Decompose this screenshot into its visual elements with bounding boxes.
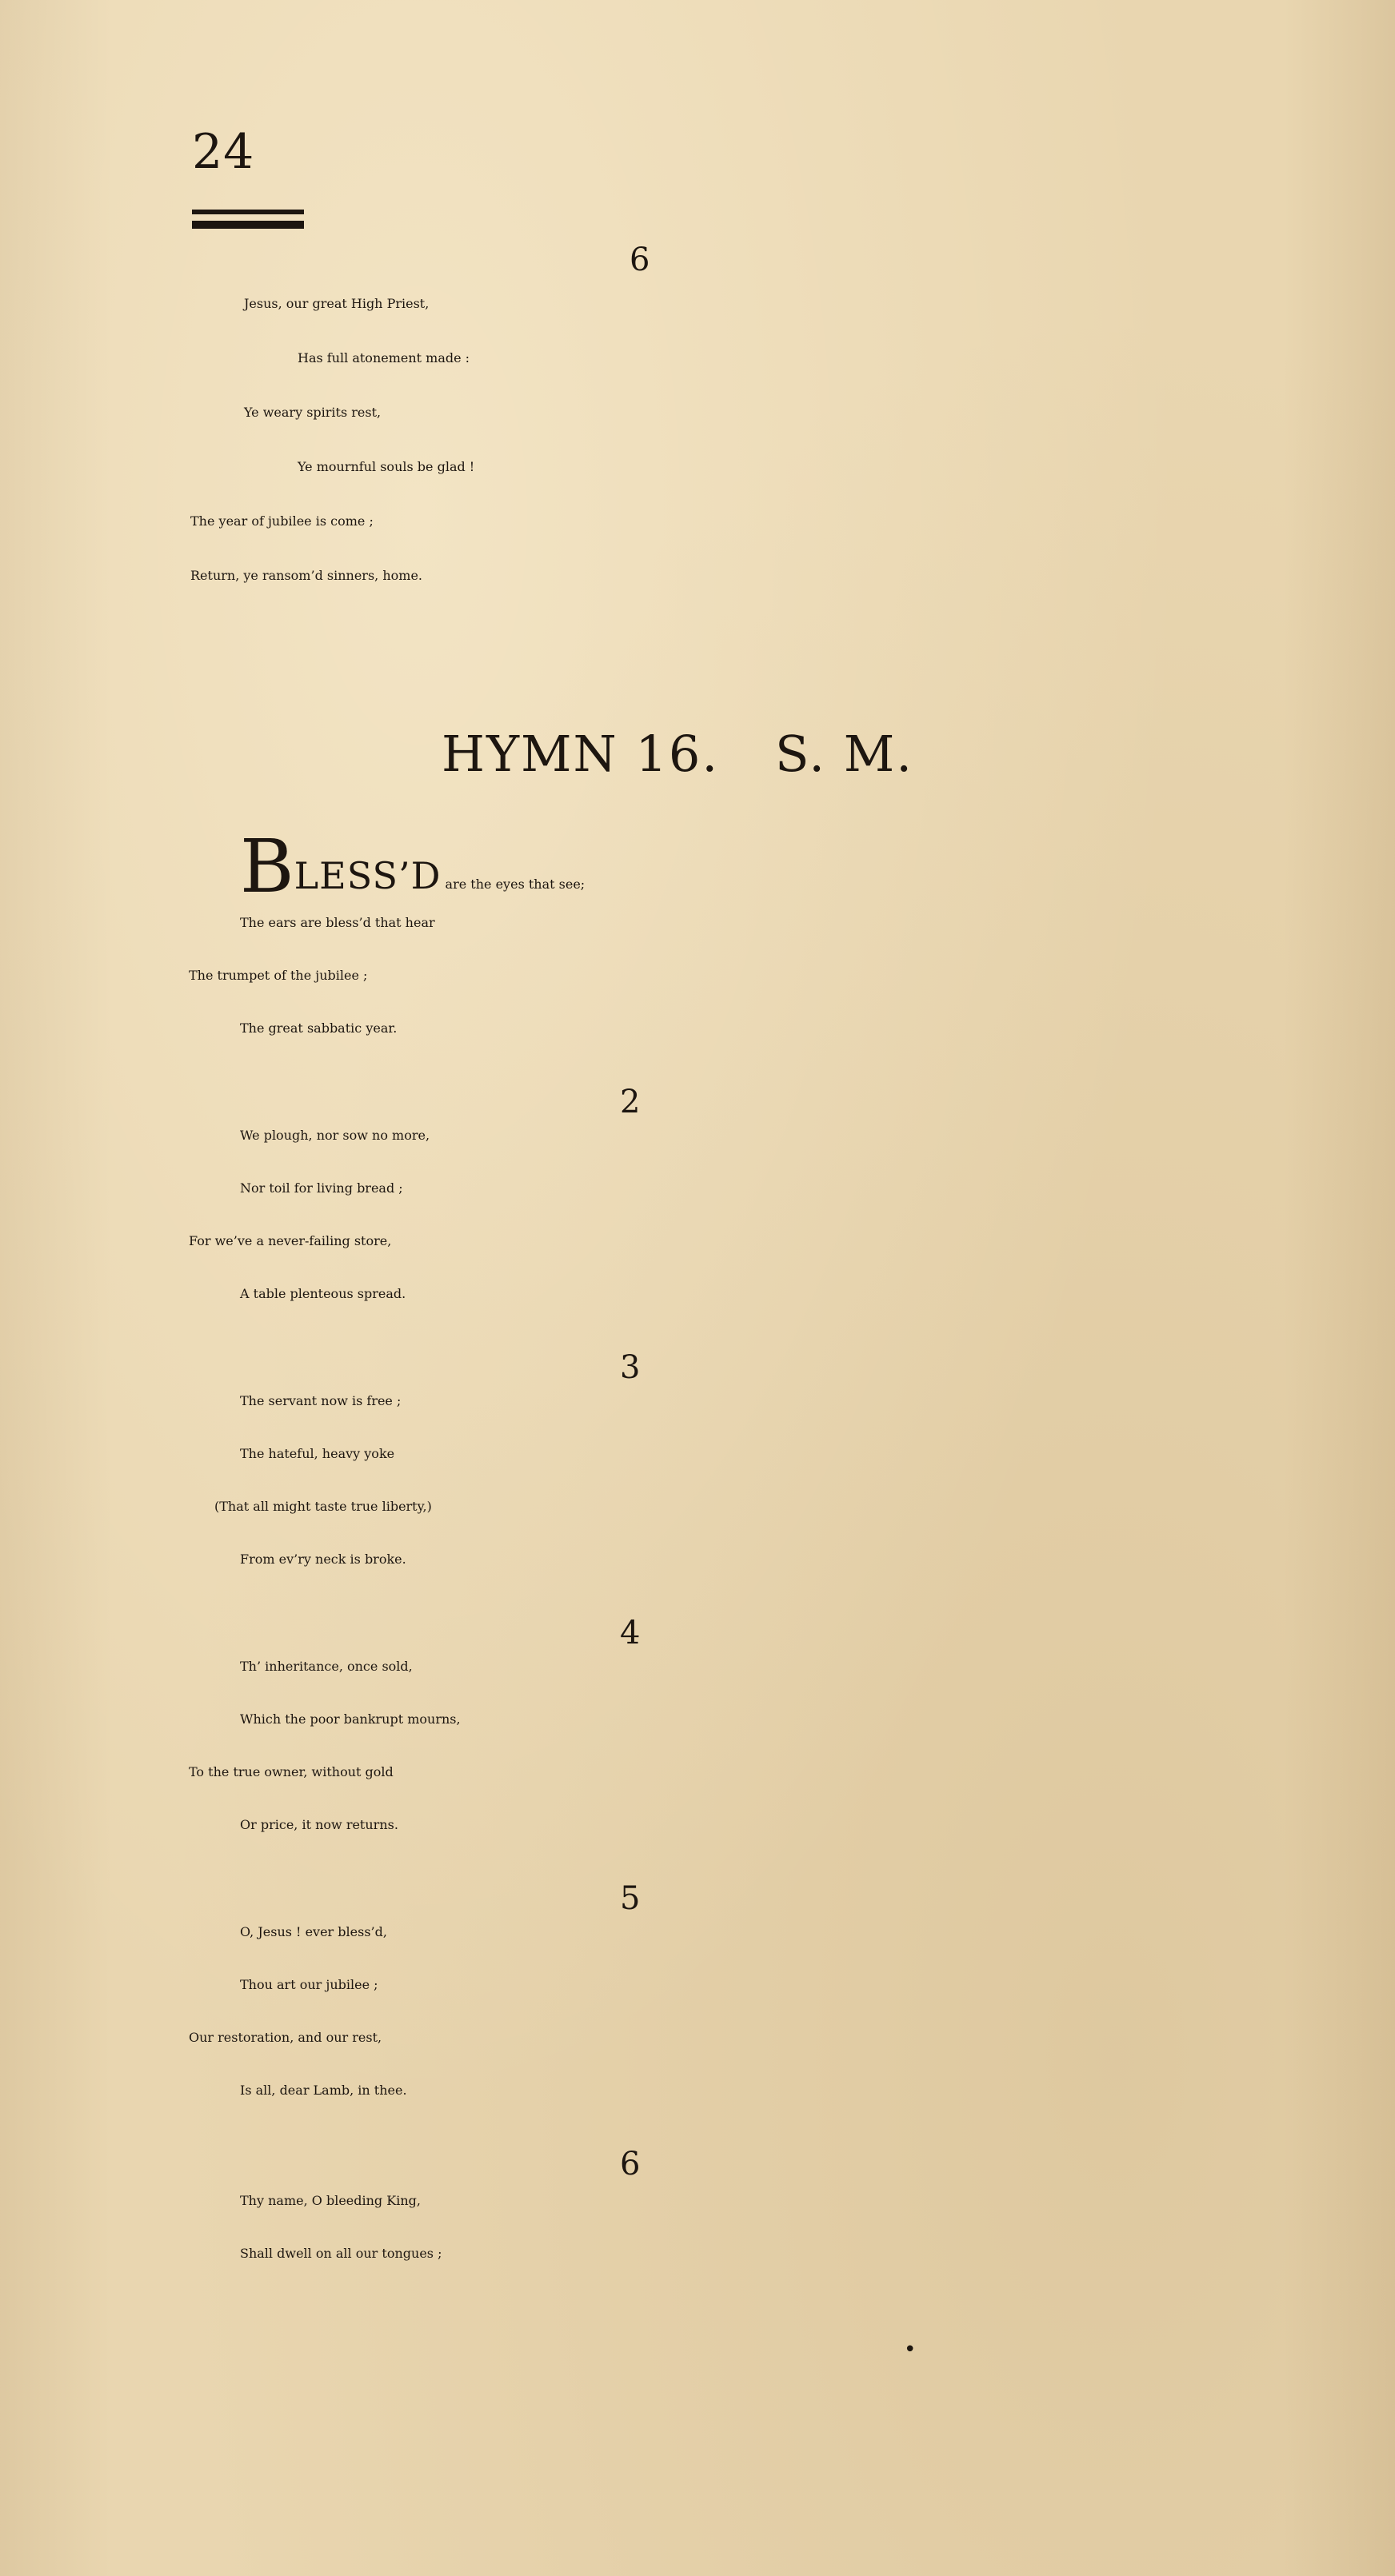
first-line: [240, 824, 586, 909]
header-rule: [192, 210, 304, 214]
verse-line: We plough, nor sow no more,: [240, 1128, 430, 1143]
verse-line: The ears are bless’d that hear: [240, 915, 435, 930]
header-rule-thick: [192, 221, 304, 229]
verse-line: From ev’ry neck is broke.: [240, 1552, 406, 1567]
verse-line: Ye mournful souls be glad !: [298, 459, 475, 474]
verse-line: Our restoration, and our rest,: [189, 2030, 382, 2045]
verse-number: 6: [620, 2146, 641, 2183]
verse-number: 3: [620, 1349, 641, 1386]
verse-line: Thou art our jubilee ;: [240, 1977, 378, 1992]
drop-cap: B: [240, 824, 294, 909]
verse-line: Is all, dear Lamb, in thee.: [240, 2083, 407, 2098]
first-line-text: are the eyes that see;: [441, 877, 586, 892]
verse-line: Shall dwell on all our tongues ;: [240, 2246, 442, 2261]
first-word-small-caps: LESS’D: [294, 854, 442, 897]
verse-line: The year of jubilee is come ;: [190, 513, 374, 529]
verse-line: The hateful, heavy yoke: [240, 1446, 395, 1461]
verse-line: The servant now is free ;: [240, 1393, 402, 1408]
verse-line: Has full atonement made :: [298, 350, 470, 365]
verse-line: A table plenteous spread.: [240, 1286, 406, 1301]
verse-number: 2: [620, 1084, 641, 1120]
hymn-meter: S. M.: [775, 725, 913, 783]
verse-line: Which the poor bankrupt mourns,: [240, 1711, 461, 1727]
verse-line: Ye weary spirits rest,: [244, 405, 382, 420]
verse-line: Nor toil for living bread ;: [240, 1180, 403, 1196]
hymn-title: [442, 725, 913, 783]
page-number: 24: [192, 124, 255, 180]
verse-line: Return, ye ransom’d sinners, home.: [190, 568, 422, 583]
verse-line: Thy name, O bleeding King,: [240, 2193, 421, 2208]
verse-line: To the true owner, without gold: [189, 1764, 394, 1779]
verse-number: 6: [630, 242, 650, 278]
verse-line: O, Jesus ! ever bless’d,: [240, 1924, 387, 1939]
verse-line: Th’ inheritance, once sold,: [240, 1659, 413, 1674]
verse-number: 4: [620, 1615, 641, 1651]
printer-mark-dot: •: [904, 2338, 917, 2362]
verse-line: Jesus, our great High Priest,: [244, 296, 430, 311]
verse-line: For we’ve a never-failing store,: [189, 1233, 392, 1248]
verse-line: (That all might taste true liberty,): [214, 1499, 432, 1514]
verse-line: The great sabbatic year.: [240, 1020, 398, 1036]
verse-line: Or price, it now returns.: [240, 1817, 398, 1832]
hymn-number: HYMN 16.: [442, 725, 720, 783]
verse-number: 5: [620, 1880, 641, 1917]
verse-line: The trumpet of the jubilee ;: [189, 968, 368, 983]
